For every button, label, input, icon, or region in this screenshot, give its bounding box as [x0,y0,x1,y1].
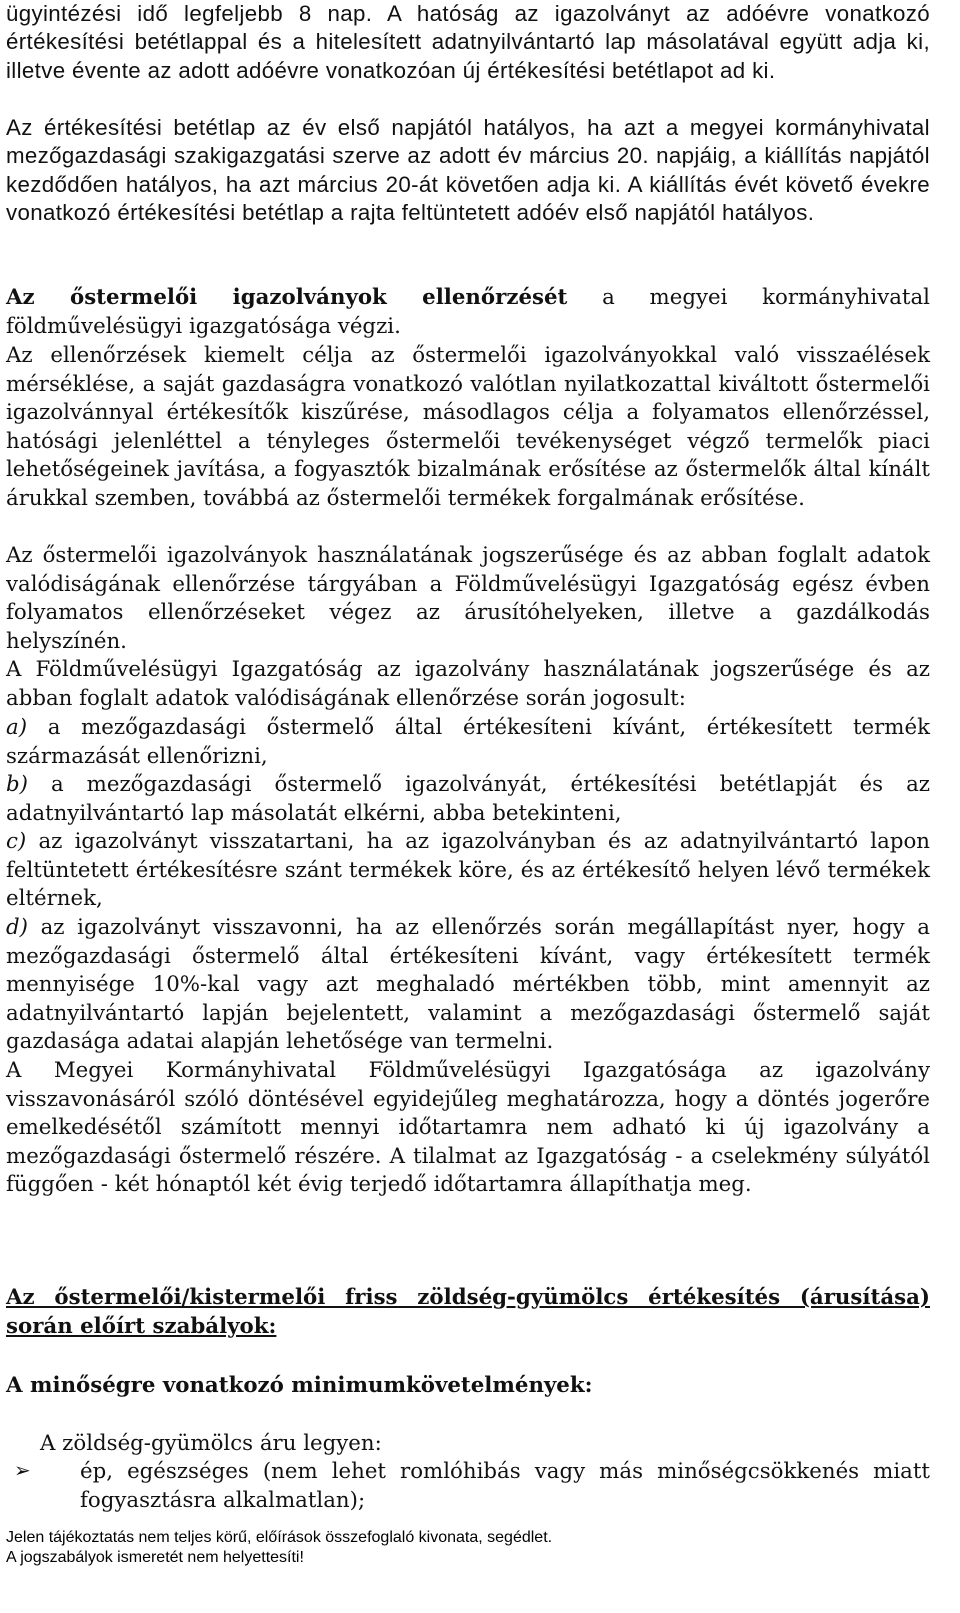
footer-disclaimer-1: Jelen tájékoztatás nem teljes körű, előírások összefoglaló kivonata, segédlet. [6,1529,553,1546]
list-item-c [6,828,930,914]
paragraph-aim: Az ellenőrzések kiemelt célja az őstermelői igazolványokkal való visszaélések mérséklése, a saját gazdaságra vonatkozó valótlan nyilatkozattal kiváltott őstermelői igazolvánnyal értékesítők kiszűrése, másodlagos célja a folyamatos ellenőrzéssel, hatósági jelenléttel a tényleges őstermelői tevékenységet végző termelők piaci lehetőségeinek javítása, a fogyasztók bizalmának erősítése az őstermelők által kínált árukkal szemben, továbbá az őstermelői termékek forgalmának erősítése. [6,343,930,511]
list-item-a [6,714,930,771]
list-item-b [6,771,930,828]
bullet-text: ép, egészséges (nem lehet romlóhibás vagy más minőségcsökkenés miatt fogyasztásra alkalmatlan); [80,1459,930,1513]
heading-quality: A minőségre vonatkozó minimumkövetelmények: [6,1373,593,1398]
paragraph-intro: ügyintézési idő legfeljebb 8 nap. A hatóság az igazolványt az adóévre vonatkozó értékesítési betétlappal és a hitelesített adatnyilvántartó lap másolatával együtt adja ki, illetve évente az adott adóévre vonatkozóan új értékesítési betétlapot ad ki. [6,1,930,83]
item-text: a mezőgazdasági őstermelő igazolványát, értékesítési betétlapját és az adatnyilvántartó lap másolatát elkérni, abba betekinteni, [6,772,930,826]
item-letter: a) [6,715,28,740]
footer-disclaimer-2: A jogszabályok ismeretét nem helyettesíti! [6,1549,304,1566]
paragraph-validity: Az értékesítési betétlap az év első napjától hatályos, ha azt a megyei kormányhivatal mezőgazdasági szakigazgatási szerve az adott év március 20. napjáig, a kiállítás napjától kezdődően hatályos, ha azt március 20-át követően adja ki. A kiállítás évét követő évekre vonatkozó értékesítési betétlap a rajta feltüntetett adóév első napjától hatályos. [6,115,930,226]
item-text: az igazolványt visszavonni, ha az ellenőrzés során megállapítást nyer, hogy a mezőgazdasági őstermelő által értékesíteni kívánt, vagy értékesített termék mennyisége 10%-kal vagy azt meghaladó mértékben több, mint amennyit az adatnyilvántartó lapján bejelentett, valamint a mezőgazdasági őstermelő saját gazdasága adatai alapján lehetősége van termelni. [6,915,930,1055]
control-bold-phrase: Az őstermelői igazolványok ellenőrzését [6,285,568,310]
item-letter: d) [6,915,28,940]
item-text: a mezőgazdasági őstermelő által értékesíteni kívánt, értékesített termék származását ellenőrizni, [6,715,930,769]
quality-intro: A zöldség-gyümölcs áru legyen: [40,1431,382,1456]
item-letter: c) [6,829,27,854]
paragraph-revocation: A Megyei Kormányhivatal Földművelésügyi Igazgatósága az igazolvány visszavonásáról szóló döntésével egyidejűleg meghatározza, hogy a döntés jogerőre emelkedésétől számított mennyi időtartamra nem adható ki új igazolvány a mezőgazdasági őstermelő részére. A tilalmat az Igazgatóság - a cselekmény súlyától függően - két hónaptól két évig terjedő időtartamra állapíthatja meg. [6,1058,930,1198]
bullet-item [6,1458,930,1515]
paragraph-entitled: A Földművelésügyi Igazgatóság az igazolvány használatának jogszerűsége és az abban foglalt adatok valódiságának ellenőrzése során jogosult: [6,657,930,711]
item-text: az igazolványt visszatartani, ha az igazolványban és az adatnyilvántartó lapon feltüntetett értékesítésre szánt termékek köre, és az értékesítő helyen lévő termékek eltérnek, [6,829,930,912]
paragraph-lawful: Az őstermelői igazolványok használatának jogszerűsége és az abban foglalt adatok valódiságának ellenőrzése tárgyában a Földművelésügyi Igazgatóság egész évben folyamatos ellenőrzéseket végez az árusítóhelyeken, illetve a gazdálkodás helyszínén. [6,543,930,654]
control-rest-text: a megyei kormányhivatal földművelésügyi igazgatósága végzi. [6,285,930,339]
paragraph-control [6,284,930,341]
list-item-d [6,914,930,1057]
item-letter: b) [6,772,28,797]
heading-rules: Az őstermelői/kistermelői friss zöldség-gyümölcs értékesítés (árusítása) során előírt szabályok: [6,1285,930,1339]
arrow-bullet-icon: ➢ [14,1458,31,1482]
